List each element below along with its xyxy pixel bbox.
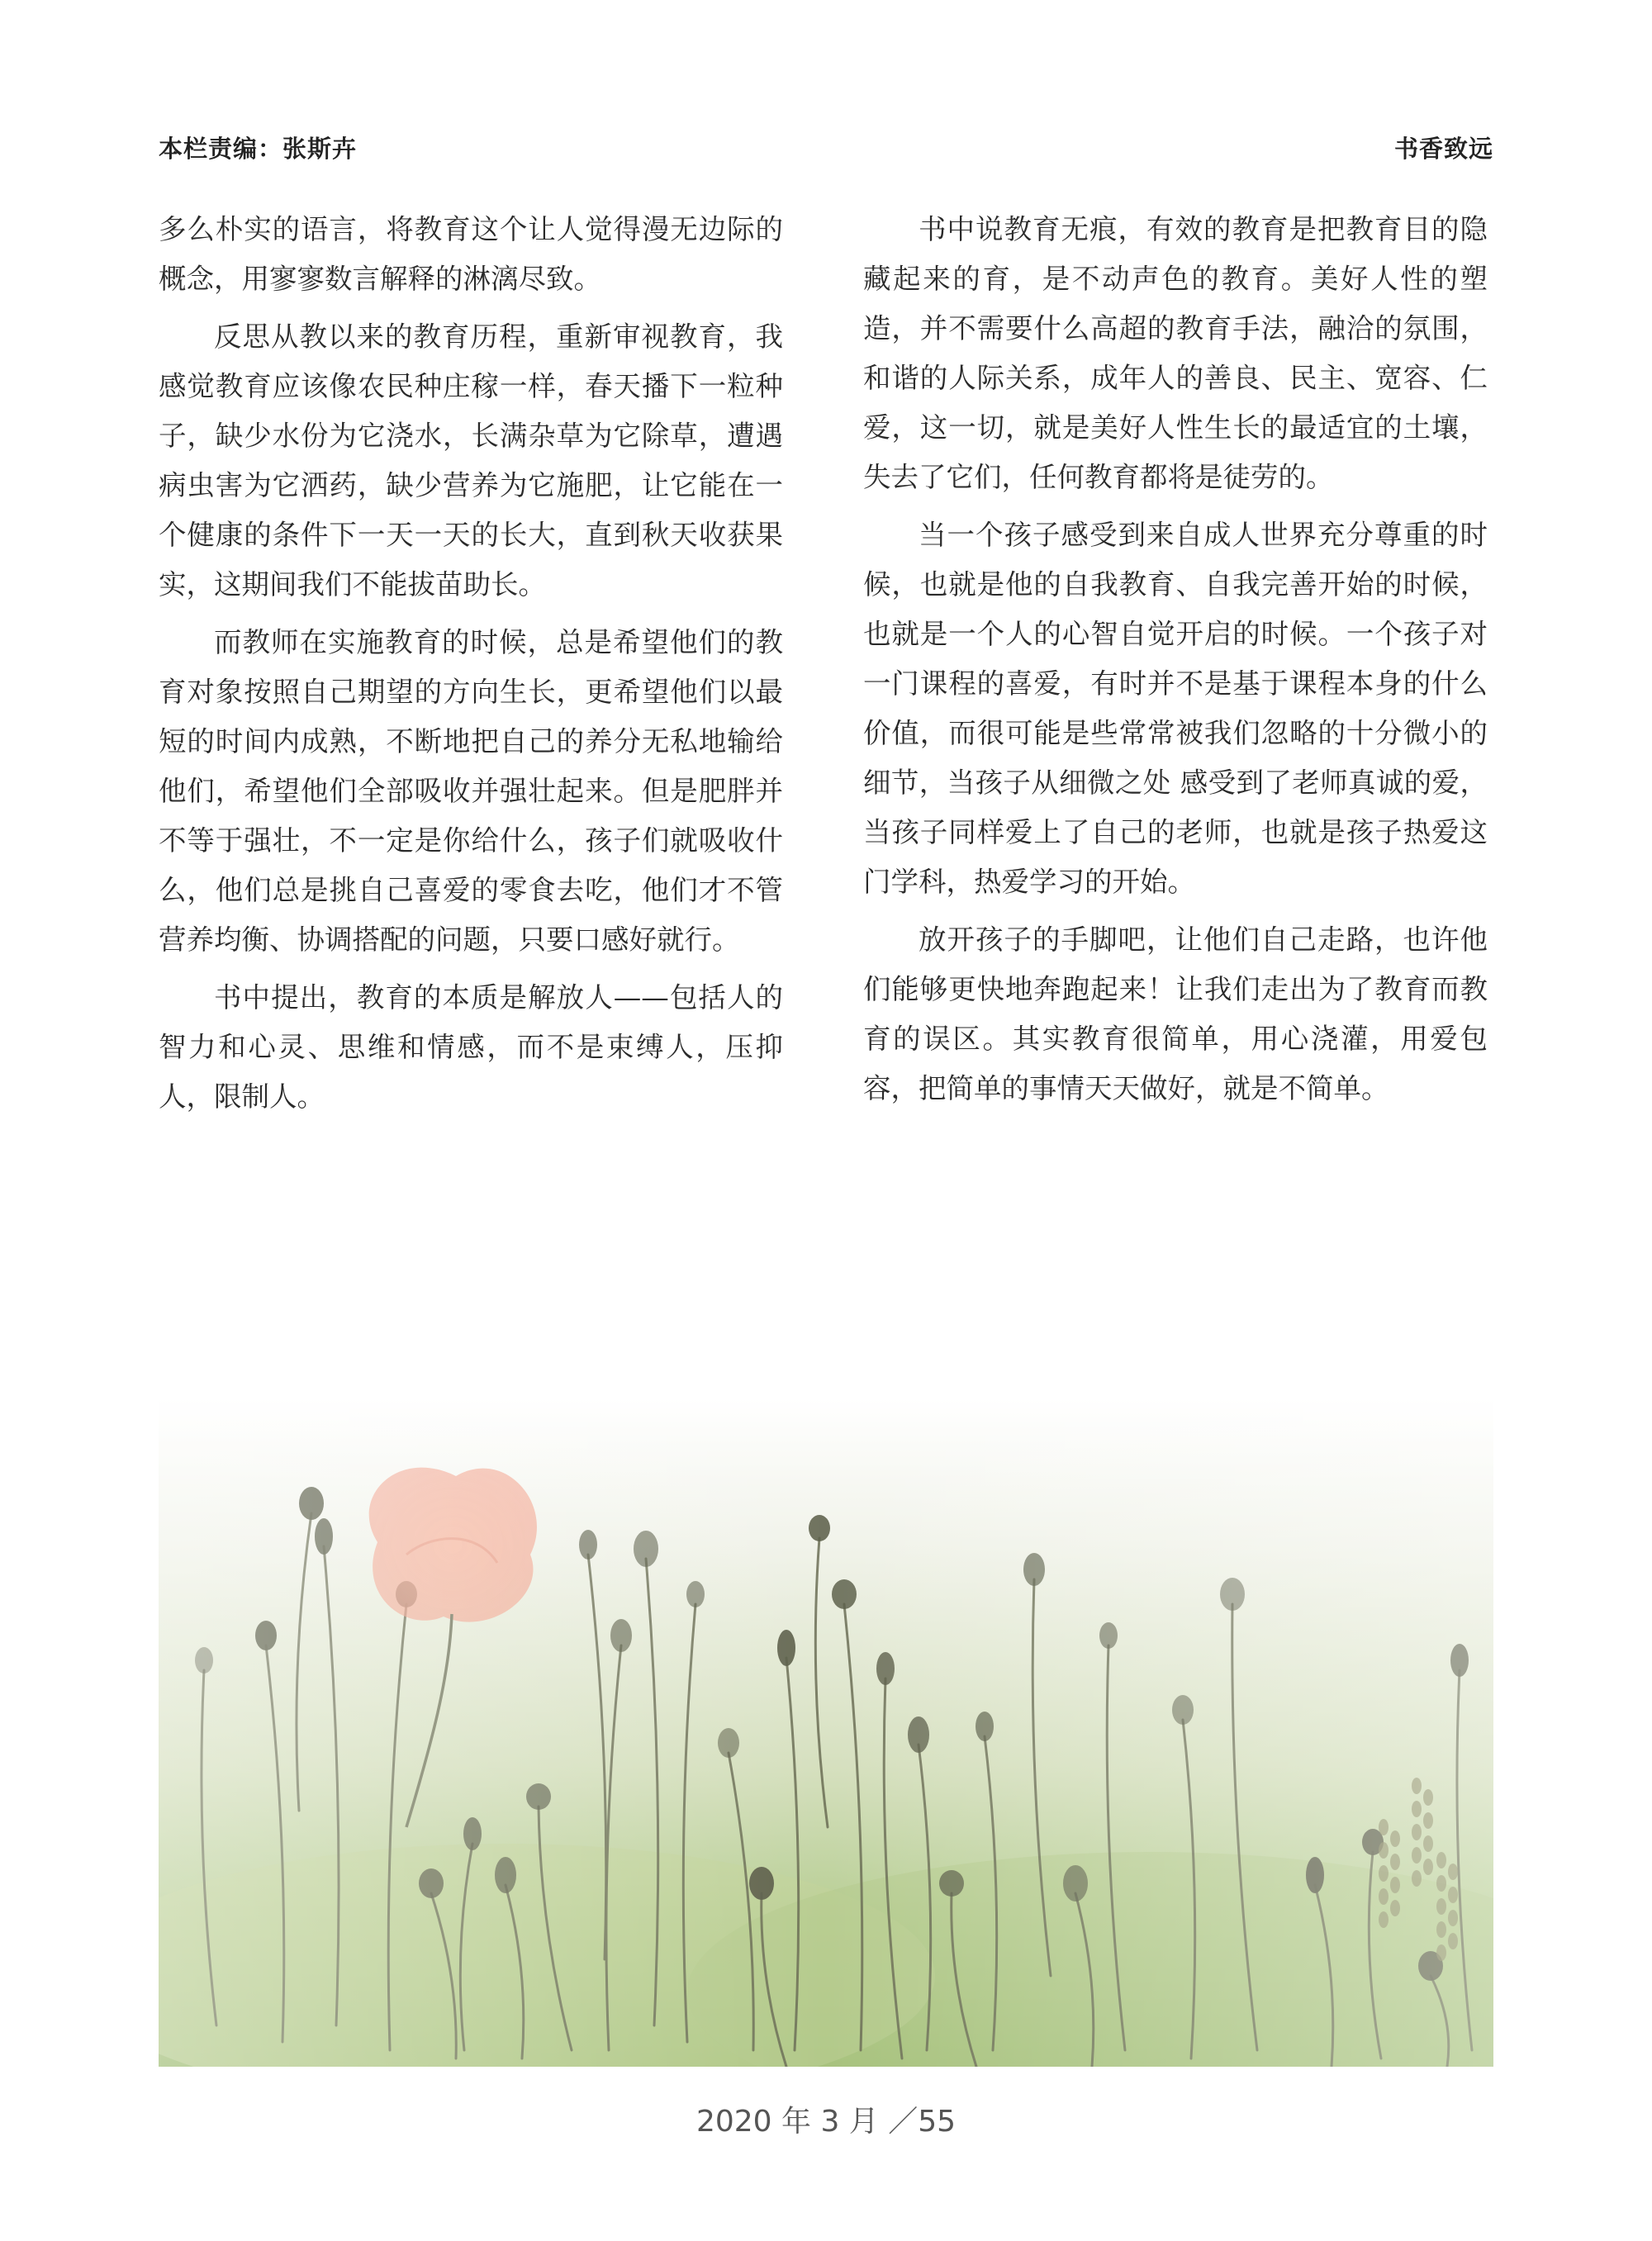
paragraph: 当一个孩子感受到来自成人世界充分尊重的时候，也就是他的自我教育、自我完善开始的时候，也就是一个人的心智自觉开启的时候。一个孩子对一门课程的喜爱，有时并不是基于课程本身的什么价值，而很可能是些常常被我们忽略的十分微小的细节，当孩子从细微之处 感受到了老师真诚的爱，当孩子同样爱上了自己的老师，也就是孩子热爱这门学科，热爱学习的开始。 xyxy=(863,519,1488,898)
paragraph: 而教师在实施教育的时候，总是希望他们的教育对象按照自己期望的方向生长，更希望他们以最短的时间内成熟，不断地把自己的养分无私地输给他们，希望他们全部吸收并强壮起来。但是肥胖并不等于强壮，不一定是你给什么，孩子们就吸收什么，他们总是挑自己喜爱的零食去吃，他们才不管营养均衡、协调搭配的问题，只要口感好就行。 xyxy=(159,626,783,956)
paragraph: 多么朴实的语言，将教育这个让人觉得漫无边际的概念，用寥寥数言解释的淋漓尽致。 xyxy=(159,213,783,295)
poppy-field-illustration xyxy=(159,1398,1493,2067)
paragraph: 反思从教以来的教育历程，重新审视教育，我感觉教育应该像农民种庄稼一样，春天播下一粒种子，缺少水份为它浇水，长满杂草为它除草，遭遇病虫害为它洒药，缺少营养为它施肥，让它能在一个健康的条件下一天一天的长大，直到秋天收获果实，这期间我们不能拔苗助长。 xyxy=(159,320,783,601)
paragraph: 书中说教育无痕，有效的教育是把教育目的隐藏起来的育，是不动声色的教育。美好人性的塑造，并不需要什么高超的教育手法，融洽的氛围，和谐的人际关系，成年人的善良、民主、宽容、仁爱，这一切，就是美好人性生长的最适宜的土壤，失去了它们，任何教育都将是徒劳的。 xyxy=(863,213,1488,493)
section-title: 书香致远 xyxy=(1393,135,1493,163)
left-column xyxy=(159,205,783,1130)
poppy-field-photo xyxy=(159,1398,1493,2067)
paragraph: 放开孩子的手脚吧，让他们自己走路，也许他们能够更快地奔跑起来！让我们走出为了教育而教育的误区。其实教育很简单，用心浇灌，用爱包容，把简单的事情天天做好，就是不简单。 xyxy=(863,923,1488,1104)
right-column xyxy=(863,205,1488,1122)
column-editor-credit: 本栏责编：张斯卉 xyxy=(159,135,358,163)
paragraph: 书中提出，教育的本质是解放人——包括人的智力和心灵、思维和情感，而不是束缚人，压抑人，限制人。 xyxy=(159,981,783,1113)
page-number: 2020 年 3 月 ／55 xyxy=(695,2105,957,2139)
